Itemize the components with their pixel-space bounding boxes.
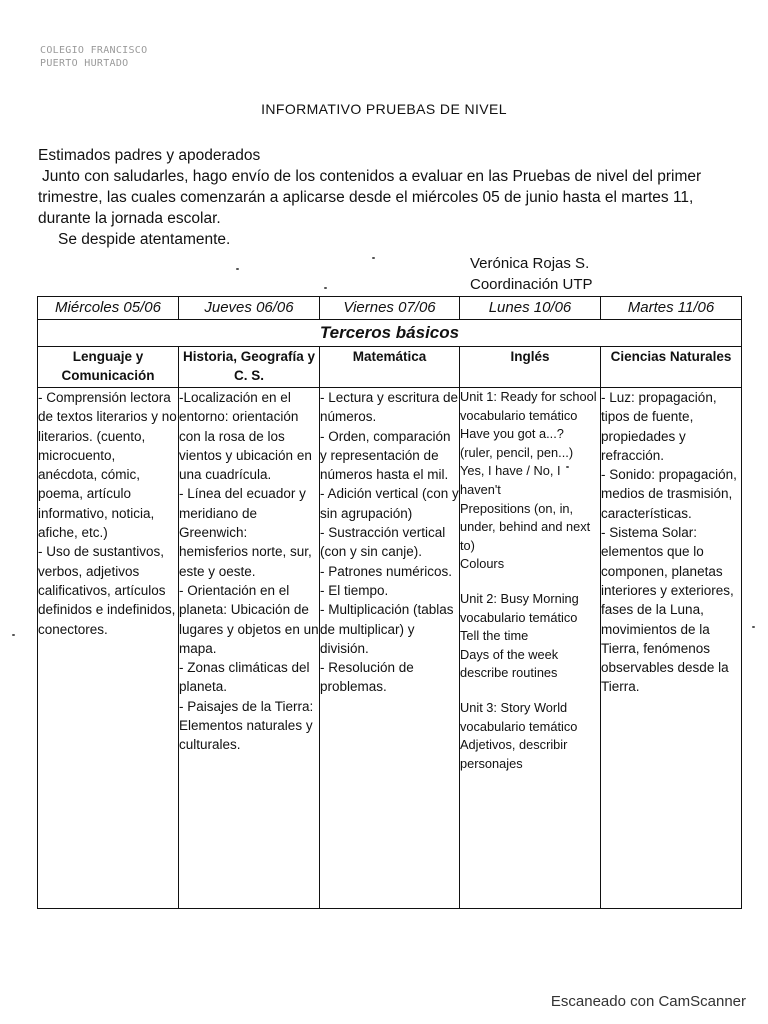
day-header: Viernes 07/06 — [320, 297, 460, 320]
days-row — [38, 297, 742, 320]
subject-header: Ciencias Naturales — [601, 347, 742, 388]
scan-speck — [372, 257, 375, 259]
document-title: INFORMATIVO PRUEBAS DE NIVEL — [261, 101, 507, 117]
content-text: Unit 2: Busy Morning vocabulario temático Tell the time Days of the week describe routines — [460, 590, 579, 681]
content-cell-lenguaje — [38, 388, 179, 909]
content-text: - Comprensión lectora de textos literarios y no literarios. (cuento, microcuento, anécdota, cómic, poema, artículo informativo, noticia, afiche, etc.) - Uso de sustantivos, verbos, adjetivos calificativos, artículos definidos e indefinidos, conectores. — [38, 390, 177, 637]
scan-speck — [12, 634, 15, 636]
subject-header: Matemática — [320, 347, 460, 388]
letter-paragraph: Junto con saludarles, hago envío de los contenidos a evaluar en las Pruebas de nivel del primer trimestre, las cuales comenzarán a aplicarse desde el miércoles 05 de junio hasta el martes 11, durante la jornada escolar. — [38, 168, 702, 227]
schedule-table — [37, 296, 742, 909]
letter-body — [38, 145, 738, 250]
school-header — [40, 44, 147, 70]
level-row — [38, 320, 742, 347]
day-header: Martes 11/06 — [601, 297, 742, 320]
content-text: -Localización en el entorno: orientación con la rosa de los vientos y ubicación en una cuadrícula. - Línea del ecuador y meridiano de Greenwich: hemisferios norte, sur, este y oeste. - Orientación en el planeta: Ubicación de lugares y objetos en un mapa. - Zonas climáticas del planeta. - Paisajes de la Tierra: Elementos naturales y culturales. — [179, 390, 319, 753]
scan-speck — [752, 626, 755, 628]
contents-row — [38, 388, 742, 909]
scan-speck — [236, 268, 239, 270]
content-cell-historia — [179, 388, 320, 909]
content-text: - Luz: propagación, tipos de fuente, propiedades y refracción. - Sonido: propagación, medios de trasmisión, características. - Sistema Solar: elementos que lo componen, planetas interiores y exteriores, fases de la Luna, movimientos de la Tierra, fenómenos observables desde la Tierra. — [601, 390, 737, 695]
content-cell-ingles — [460, 388, 601, 909]
day-header: Jueves 06/06 — [179, 297, 320, 320]
scanner-watermark: Escaneado con CamScanner — [550, 993, 746, 1010]
content-cell-matematica — [320, 388, 460, 909]
content-cell-ciencias — [601, 388, 742, 909]
content-text: Unit 1: Ready for school vocabulario temático Have you got a...? (ruler, pencil, pen...) Yes, I have / No, I haven't Prepositions (on, in, under, behind and next to) Colours — [460, 389, 597, 572]
content-text: - Lectura y escritura de números. - Orden, comparación y representación de números hasta el mil. - Adición vertical (con y sin agrupación) - Sustracción vertical (con y sin canje). - Patrones numéricos. - El tiempo. - Multiplicación (tablas de multiplicar) y división. - Resolución de problemas. — [320, 390, 459, 695]
scan-speck — [566, 466, 569, 468]
signature-role: Coordinación UTP — [470, 276, 593, 293]
school-name-line: COLEGIO FRANCISCO — [40, 45, 148, 56]
school-name-line: PUERTO HURTADO — [40, 58, 129, 69]
subjects-row — [38, 347, 742, 388]
subject-header: Historia, Geografía y C. S. — [179, 347, 320, 388]
subject-header: Inglés — [460, 347, 601, 388]
level-header: Terceros básicos — [38, 320, 742, 347]
day-header: Lunes 10/06 — [460, 297, 601, 320]
signature-name: Verónica Rojas S. — [470, 255, 590, 272]
scan-speck — [324, 287, 327, 289]
subject-header: Lenguaje y Comunicación — [38, 347, 179, 388]
day-header: Miércoles 05/06 — [38, 297, 179, 320]
signature-block — [470, 253, 593, 295]
content-text: Unit 3: Story World vocabulario temático Adjetivos, describir personajes — [460, 699, 578, 771]
greeting: Estimados padres y apoderados — [38, 147, 261, 164]
letter-closing: Se despide atentamente. — [58, 231, 231, 248]
